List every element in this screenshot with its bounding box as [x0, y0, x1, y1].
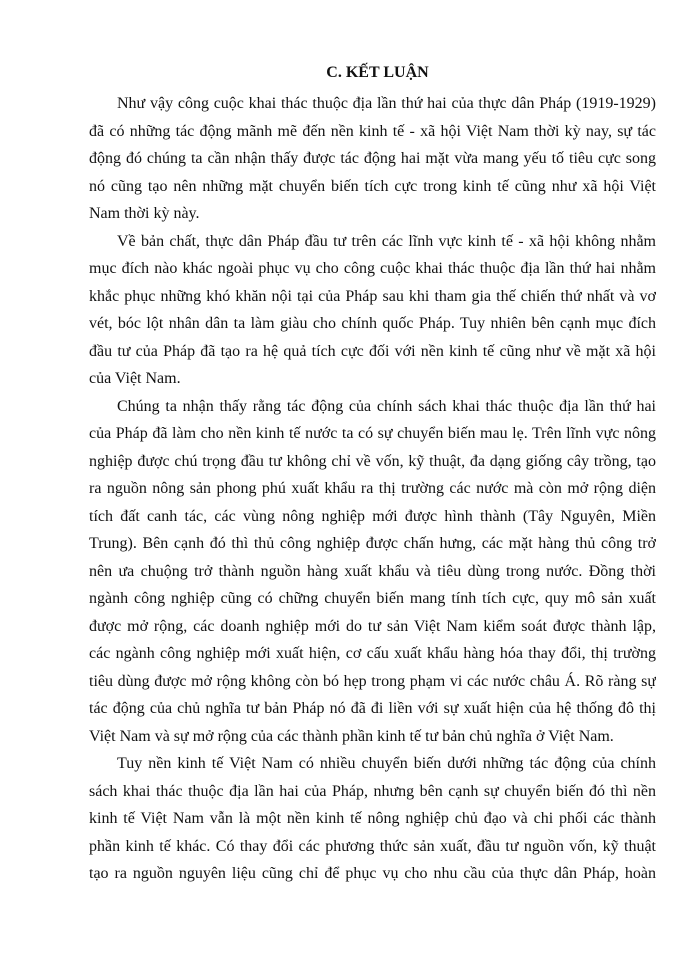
- text-line: phần kinh tế khác. Có thay đổi các phương thức sản xuất, đầu tư nguồn vốn, kỹ thuật: [89, 837, 656, 855]
- text-line: nên ưa chuộng trở thành nguồn hàng xuất khẩu và tiêu dùng trong nước. Đồng thời: [89, 562, 656, 580]
- text-line: tiêu dùng được mở rộng không còn bó hẹp trong phạm vi các nước châu Á. Rõ ràng sự: [89, 672, 656, 690]
- document-body: [89, 90, 656, 888]
- text-line: các ngành công nghiệp mới xuất hiện, cơ cấu xuất khẩu hàng hóa thay đổi, thị trường: [89, 645, 656, 662]
- text-line: Chúng ta nhận thấy rằng tác động của chính sách khai thác thuộc địa lần thứ hai: [117, 397, 656, 415]
- paragraph: [89, 228, 656, 393]
- text-line: sách khai thác thuộc địa lần hai của Pháp, nhưng bên cạnh sự chuyển biến đó thì nền: [89, 782, 656, 800]
- text-line: khắc phục những khó khăn nội tại của Pháp sau khi tham gia thế chiến thứ nhất và vơ: [89, 287, 656, 305]
- text-line: ra nguồn nông sản phong phú xuất khẩu ra thị trường các nước mà còn mở rộng diện: [89, 480, 656, 497]
- text-line: vét, bóc lột nhân dân ta làm giàu cho chính quốc Pháp. Tuy nhiên bên cạnh mục đích: [89, 315, 656, 332]
- text-line: được mở rộng, các doanh nghiệp mới do tư sản Việt Nam kiểm soát được thành lập,: [89, 617, 656, 635]
- text-line: Về bản chất, thực dân Pháp đầu tư trên các lĩnh vực kinh tế - xã hội không nhằm: [117, 232, 656, 250]
- text-line: Tuy nền kinh tế Việt Nam có nhiều chuyển biến dưới những tác động của chính: [117, 755, 656, 772]
- text-line: đầu tư của Pháp đã tạo ra hệ quả tích cực đối với nền kinh tế cũng như về mặt xã hội: [89, 342, 656, 360]
- text-line: tác động của chủ nghĩa tư bản Pháp nó đã đi liền với sự xuất hiện của hệ thống đô thị: [89, 700, 656, 717]
- text-line: động đó chúng ta cần nhận thấy được tác động hai mặt vừa mang yếu tố tiêu cực song: [89, 150, 656, 167]
- text-line: nó cũng tạo nên những mặt chuyển biến tích cực trong kinh tế cũng như xã hội Việt: [89, 177, 656, 195]
- text-line: nghiệp được chú trọng đầu tư không chỉ về vốn, kỹ thuật, đa dạng giống cây trồng, tạo: [89, 452, 656, 470]
- paragraph: [89, 750, 656, 888]
- text-line: kinh tế Việt Nam vẫn là một nền kinh tế nông nghiệp chủ đạo và chi phối các thành: [89, 810, 656, 827]
- text-line: Việt Nam và sự mở rộng của các thành phần kinh tế tư bản chủ nghĩa ở Việt Nam.: [89, 727, 614, 745]
- paragraph: [89, 90, 656, 228]
- section-title: C. KẾT LUẬN: [326, 64, 429, 81]
- text-line: mục đích nào khác ngoài phục vụ cho công cuộc khai thác thuộc địa lần thứ hai nhằm: [89, 260, 656, 277]
- text-line: tạo ra nguồn nguyên liệu cũng chỉ để phục vụ cho nhu cầu của thực dân Pháp, hoàn: [89, 865, 656, 882]
- document-page: [89, 60, 656, 888]
- text-line: Nam thời kỳ này.: [89, 205, 200, 222]
- text-line: Trung). Bên cạnh đó thì thủ công nghiệp được chấn hưng, các mặt hàng thủ công trở: [89, 535, 656, 552]
- text-line: đã có những tác động mãnh mẽ đến nền kinh tế - xã hội Việt Nam thời kỳ nay, sự tác: [89, 122, 656, 140]
- paragraph: [89, 393, 656, 751]
- text-line: tích đất canh tác, các vùng nông nghiệp mới được hình thành (Tây Nguyên, Miền: [89, 507, 656, 525]
- text-line: Như vậy công cuộc khai thác thuộc địa lần thứ hai của thực dân Pháp (1919-1929): [117, 95, 656, 112]
- text-line: ngành công nghiệp cũng có chững chuyển biến mang tính tích cực, quy mô sản xuất: [89, 590, 656, 607]
- text-line: của Việt Nam.: [89, 370, 181, 387]
- text-line: của Pháp đã làm cho nền kinh tế nước ta có sự chuyển biến mau lẹ. Trên lĩnh vực nông: [89, 425, 656, 442]
